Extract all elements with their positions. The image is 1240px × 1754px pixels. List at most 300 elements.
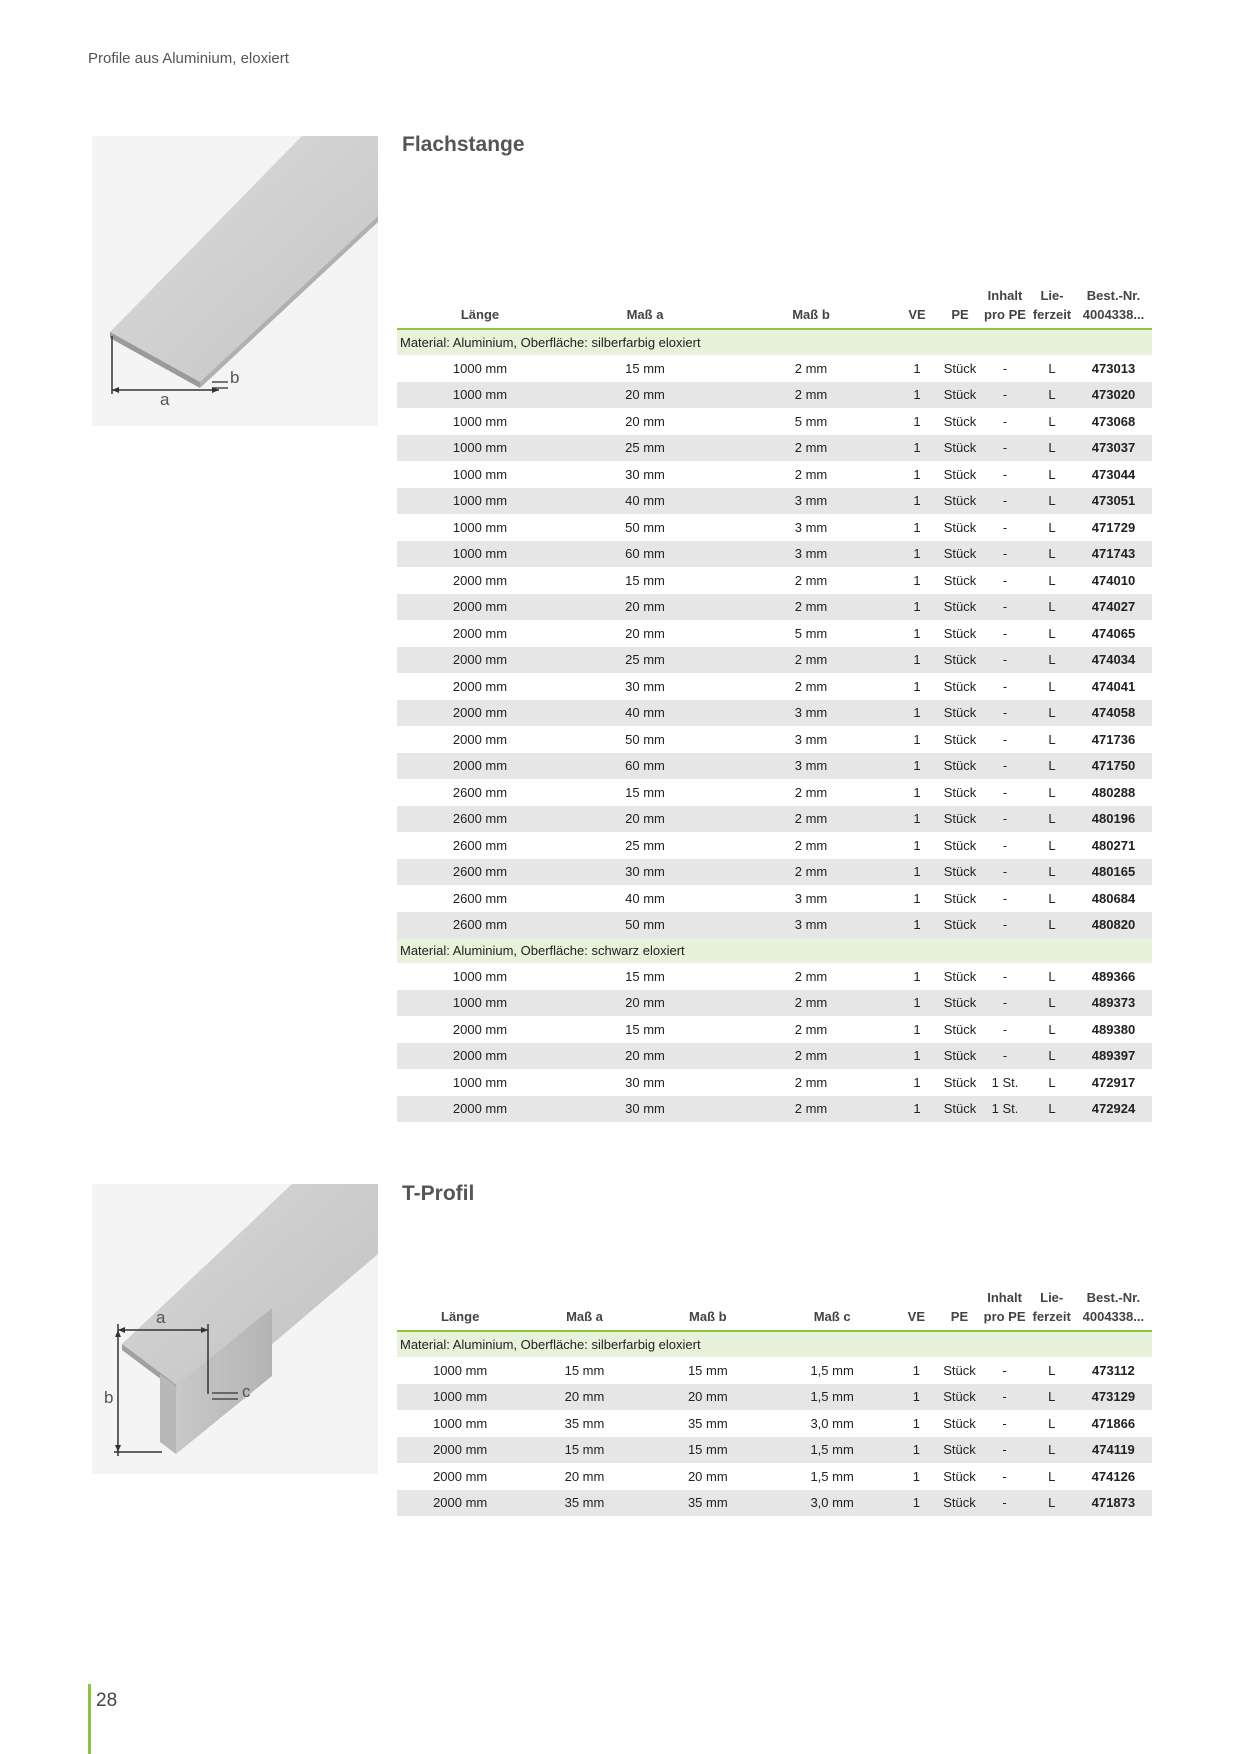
table-cell: 1 (895, 1043, 939, 1070)
header-line: Lie- (1040, 288, 1064, 303)
table-row (397, 859, 1152, 886)
table-cell: 2000 mm (397, 647, 563, 674)
col-header-laenge: Länge (397, 286, 563, 329)
table-cell: 15 mm (646, 1437, 770, 1464)
table-cell: 472924 (1075, 1096, 1152, 1123)
table-cell: 1,5 mm (770, 1384, 894, 1411)
col-header-inhalt (981, 286, 1029, 329)
table-cell: L (1029, 859, 1075, 886)
table-cell: 473013 (1091, 360, 1136, 376)
table-cell: 2000 mm (452, 625, 508, 641)
table-cell: 1 (913, 413, 921, 429)
table-cell: 50 mm (625, 731, 665, 747)
table-cell: 2 mm (794, 1074, 828, 1090)
table-cell: 5 mm (794, 413, 828, 429)
table-cell: 50 mm (625, 519, 665, 535)
table-cell: 20 mm (625, 413, 665, 429)
dimension-label-a: a (156, 1308, 166, 1327)
table-cell: 35 mm (687, 1415, 728, 1431)
section-title: T-Profil (402, 1182, 475, 1205)
table-cell: Stück (939, 912, 981, 939)
col-header-mass-a: Maß a (523, 1288, 645, 1331)
header-line: Inhalt (987, 1290, 1022, 1305)
table-cell: 30 mm (625, 466, 665, 482)
table-row (397, 753, 1152, 780)
table-cell: 3 mm (727, 753, 895, 780)
table-cell: 2000 mm (452, 1021, 508, 1037)
dimension-label-b: b (230, 368, 240, 387)
table-cell: 3 mm (727, 912, 895, 939)
table-cell: - (981, 647, 1029, 674)
col-header-laenge: Länge (397, 1288, 523, 1331)
table-row (397, 779, 1152, 806)
table-cell: 1 (895, 990, 939, 1017)
table-cell: L (1029, 1096, 1075, 1123)
tprofil-table (397, 1288, 1152, 1516)
table-cell: L (1048, 678, 1056, 694)
table-cell: 474034 (1075, 647, 1152, 674)
table-cell: 480684 (1091, 890, 1136, 906)
table-cell: 1000 mm (452, 968, 508, 984)
table-cell: 2000 mm (452, 572, 508, 588)
table-cell: 2 mm (727, 1096, 895, 1123)
table-cell: 1 (895, 806, 939, 833)
table-cell: - (981, 700, 1029, 727)
material-group-row (397, 329, 1152, 355)
table-cell: L (1048, 360, 1056, 376)
table-cell: 2 mm (727, 990, 895, 1017)
table-cell: 25 mm (563, 435, 727, 462)
table-cell: 474041 (1091, 678, 1136, 694)
table-cell: - (981, 806, 1029, 833)
table-cell: L (1048, 1074, 1056, 1090)
table-cell: 1 (913, 572, 921, 588)
table-cell: 15 mm (625, 1021, 665, 1037)
table-cell: 30 mm (563, 859, 727, 886)
table-cell: 489373 (1075, 990, 1152, 1017)
table-cell: 1 (912, 1468, 920, 1484)
table-header-row (397, 286, 1152, 329)
table-cell: L (1029, 382, 1075, 409)
table-cell: Stück (939, 594, 981, 621)
table-cell: 471866 (1091, 1415, 1136, 1431)
table-cell: 1 (912, 1362, 920, 1378)
table-cell: Stück (943, 466, 977, 482)
table-cell: 1000 mm (452, 1074, 508, 1090)
col-header-ve: VE (895, 286, 939, 329)
table-cell: 40 mm (563, 700, 727, 727)
table-cell: 1 (895, 912, 939, 939)
table-cell: - (981, 1043, 1029, 1070)
table-row (397, 832, 1152, 859)
table-cell: L (1029, 912, 1075, 939)
table-cell: 471873 (1075, 1490, 1152, 1517)
table-cell: Stück (939, 382, 981, 409)
table-cell: 1 (894, 1490, 938, 1517)
dimension-label-c: c (242, 1382, 251, 1401)
table-cell: 3,0 mm (810, 1415, 854, 1431)
table-cell: 30 mm (625, 1074, 665, 1090)
table-cell: 1 (913, 466, 921, 482)
table-cell: L (1048, 1021, 1056, 1037)
table-cell: 1 (895, 1096, 939, 1123)
table-row (397, 726, 1152, 753)
table-cell: - (1002, 466, 1008, 482)
table-cell: 15 mm (625, 784, 665, 800)
table-cell: 1 (913, 1021, 921, 1037)
table-cell: 1000 mm (397, 1384, 523, 1411)
table-row (397, 620, 1152, 647)
table-cell: 1 (895, 859, 939, 886)
table-cell: Stück (938, 1437, 980, 1464)
table-row (397, 912, 1152, 939)
table-cell: - (1002, 1415, 1007, 1431)
table-cell: 2000 mm (397, 594, 563, 621)
table-cell: Stück (939, 806, 981, 833)
table-cell: - (1002, 968, 1008, 984)
table-cell: L (1029, 1384, 1075, 1411)
table-cell: 2 mm (794, 466, 828, 482)
table-cell: 2 mm (727, 859, 895, 886)
table-cell: 473044 (1091, 466, 1136, 482)
table-cell: 3 mm (727, 700, 895, 727)
table-cell: 1 (894, 1384, 938, 1411)
table-cell: 474119 (1075, 1437, 1152, 1464)
table-cell: 60 mm (563, 541, 727, 568)
table-cell: 3 mm (727, 541, 895, 568)
table-cell: Stück (943, 625, 977, 641)
table-cell: Stück (943, 519, 977, 535)
table-cell: 1000 mm (397, 435, 563, 462)
col-header-bestnr (1075, 1288, 1152, 1331)
table-cell: 1000 mm (452, 519, 508, 535)
running-head: Profile aus Aluminium, eloxiert (88, 50, 289, 67)
table-cell: L (1029, 435, 1075, 462)
table-cell: Stück (939, 435, 981, 462)
table-cell: - (981, 594, 1029, 621)
table-cell: 1 (913, 784, 921, 800)
table-cell: 15 mm (523, 1437, 645, 1464)
table-cell: 1000 mm (397, 382, 563, 409)
table-cell: Stück (943, 731, 977, 747)
table-cell: 474065 (1091, 625, 1136, 641)
table-row (397, 594, 1152, 621)
table-cell: 480288 (1091, 784, 1136, 800)
table-cell: 20 mm (687, 1468, 728, 1484)
table-cell: - (981, 859, 1029, 886)
table-cell: L (1029, 806, 1075, 833)
col-header-inhalt (981, 1288, 1029, 1331)
table-cell: Stück (943, 1074, 977, 1090)
table-row (397, 963, 1152, 990)
table-cell: L (1048, 968, 1056, 984)
table-cell: - (981, 541, 1029, 568)
table-row (397, 673, 1152, 700)
table-header-row (397, 1288, 1152, 1331)
table-row (397, 1490, 1152, 1517)
table-cell: 15 mm (625, 968, 665, 984)
table-cell: 2000 mm (397, 1490, 523, 1517)
table-cell: 3 mm (727, 488, 895, 515)
table-cell: Stück (943, 784, 977, 800)
material-group-row (397, 938, 1152, 963)
table-cell: - (1002, 572, 1008, 588)
table-cell: 2600 mm (452, 784, 508, 800)
table-cell: 1 (895, 594, 939, 621)
table-cell: 2 mm (794, 837, 828, 853)
flachstange-table-body (397, 329, 1152, 1122)
table-row (397, 647, 1152, 674)
table-cell: Stück (943, 1415, 976, 1431)
table-cell: Stück (939, 488, 981, 515)
table-cell: 35 mm (564, 1415, 605, 1431)
flachstange-table (397, 286, 1152, 1122)
table-cell: 2600 mm (452, 890, 508, 906)
table-cell: 2000 mm (452, 731, 508, 747)
page-number-accent-bar (88, 1684, 91, 1754)
table-cell: - (1002, 1362, 1007, 1378)
table-cell: 5 mm (794, 625, 828, 641)
table-cell: 473112 (1092, 1362, 1135, 1378)
table-cell: Stück (939, 859, 981, 886)
header-line: pro PE (983, 1309, 1026, 1324)
table-cell: 1000 mm (452, 360, 508, 376)
table-row (397, 1437, 1152, 1464)
table-cell: 20 mm (625, 625, 665, 641)
table-cell: 480820 (1075, 912, 1152, 939)
table-cell: 3,0 mm (770, 1490, 894, 1517)
table-cell: 1 (912, 1415, 920, 1431)
table-cell: 473068 (1091, 413, 1136, 429)
table-cell: L (1029, 1490, 1075, 1517)
table-cell: 1000 mm (452, 413, 508, 429)
table-cell: - (1002, 413, 1008, 429)
table-cell: Stück (943, 890, 977, 906)
table-cell: 2000 mm (397, 1043, 563, 1070)
table-cell: 1 (913, 625, 921, 641)
table-cell: 25 mm (563, 647, 727, 674)
table-cell: 1,5 mm (810, 1468, 854, 1484)
table-cell: 30 mm (625, 678, 665, 694)
table-cell: - (981, 1384, 1029, 1411)
table-cell: 480196 (1075, 806, 1152, 833)
material-label: Material: Aluminium, Oberfläche: silberfarbig eloxiert (397, 1331, 1152, 1357)
table-cell: - (1002, 837, 1008, 853)
header-line: Lie- (1040, 1290, 1064, 1305)
table-row (397, 1384, 1152, 1411)
table-cell: 1 (895, 700, 939, 727)
table-cell: 1 (895, 382, 939, 409)
table-cell: 473020 (1075, 382, 1152, 409)
table-cell: 471729 (1091, 519, 1136, 535)
table-cell: Stück (943, 837, 977, 853)
table-cell: 3 mm (794, 519, 828, 535)
table-cell: L (1048, 731, 1056, 747)
table-cell: Stück (943, 1468, 976, 1484)
table-cell: 1 (913, 890, 921, 906)
table-cell: 1 (895, 541, 939, 568)
table-cell: 2000 mm (397, 700, 563, 727)
col-header-mass-a: Maß a (563, 286, 727, 329)
table-cell: 2 mm (727, 382, 895, 409)
table-cell: 1 (913, 678, 921, 694)
col-header-mass-b: Maß b (646, 1288, 770, 1331)
material-label: Material: Aluminium, Oberfläche: silberfarbig eloxiert (397, 329, 1152, 355)
table-cell: L (1048, 1468, 1056, 1484)
table-cell: L (1029, 1437, 1075, 1464)
table-cell: Stück (943, 968, 977, 984)
table-cell: L (1029, 700, 1075, 727)
table-cell: L (1048, 784, 1056, 800)
table-cell: 1 (895, 488, 939, 515)
table-cell: L (1048, 572, 1056, 588)
table-cell: L (1048, 1415, 1056, 1431)
table-cell: 1000 mm (397, 488, 563, 515)
table-cell: - (981, 1437, 1029, 1464)
table-row (397, 990, 1152, 1017)
table-cell: 2600 mm (452, 837, 508, 853)
table-cell: 472917 (1091, 1074, 1136, 1090)
header-line: pro PE (984, 307, 1026, 322)
header-line: Best.-Nr. (1086, 288, 1141, 303)
table-cell: 30 mm (563, 1096, 727, 1123)
table-cell: 2000 mm (452, 678, 508, 694)
table-cell: 2 mm (794, 678, 828, 694)
table-cell: 1000 mm (397, 990, 563, 1017)
table-cell: Stück (943, 413, 977, 429)
table-row (397, 408, 1152, 435)
page-number: 28 (96, 1690, 118, 1711)
table-cell: L (1048, 413, 1056, 429)
table-cell: 474058 (1075, 700, 1152, 727)
table-cell: 1 St. (981, 1096, 1029, 1123)
table-cell: 1 (913, 519, 921, 535)
table-cell: 474126 (1091, 1468, 1136, 1484)
table-cell: 2000 mm (433, 1468, 488, 1484)
table-cell: - (981, 912, 1029, 939)
table-cell: 35 mm (646, 1490, 770, 1517)
table-row (397, 1463, 1152, 1490)
table-cell: 2600 mm (397, 806, 563, 833)
table-cell: 60 mm (563, 753, 727, 780)
table-row (397, 382, 1152, 409)
table-cell: - (1002, 784, 1008, 800)
table-cell: 2 mm (727, 435, 895, 462)
flachstange-product-image (92, 136, 378, 426)
table-cell: - (1002, 1468, 1007, 1484)
table-cell: 20 mm (563, 1043, 727, 1070)
table-cell: 1 (895, 647, 939, 674)
table-cell: 15 mm (687, 1362, 728, 1378)
header-line: Best.-Nr. (1086, 1290, 1141, 1305)
table-row (397, 435, 1152, 462)
dimension-label-a: a (160, 390, 170, 409)
table-cell: 20 mm (564, 1468, 605, 1484)
table-cell: 1,5 mm (770, 1437, 894, 1464)
table-cell: 3 mm (794, 731, 828, 747)
col-header-lieferzeit (1029, 1288, 1075, 1331)
table-row (397, 700, 1152, 727)
header-line: ferzeit (1032, 1309, 1071, 1324)
header-line: Inhalt (987, 288, 1023, 303)
table-cell: - (981, 435, 1029, 462)
table-cell: 473051 (1075, 488, 1152, 515)
header-line: ferzeit (1032, 307, 1072, 322)
table-cell: 2000 mm (397, 1096, 563, 1123)
table-cell: Stück (943, 360, 977, 376)
table-cell: L (1029, 753, 1075, 780)
table-cell: L (1048, 519, 1056, 535)
table-cell: 2 mm (727, 647, 895, 674)
table-cell: 1000 mm (433, 1415, 488, 1431)
table-cell: 1000 mm (452, 466, 508, 482)
table-cell: 15 mm (625, 572, 665, 588)
table-cell: 25 mm (625, 837, 665, 853)
table-cell: 489366 (1091, 968, 1136, 984)
table-cell: 480165 (1075, 859, 1152, 886)
table-row (397, 1096, 1152, 1123)
table-cell: L (1029, 541, 1075, 568)
table-cell: 2 mm (794, 968, 828, 984)
table-cell: 2 mm (794, 784, 828, 800)
table-row (397, 541, 1152, 568)
tprofil-table-body (397, 1331, 1152, 1516)
table-cell: 1 (913, 837, 921, 853)
table-row (397, 355, 1152, 382)
table-cell: Stück (938, 1490, 980, 1517)
table-row (397, 1069, 1152, 1096)
table-cell: 2 mm (794, 360, 828, 376)
table-cell: Stück (943, 678, 977, 694)
table-cell: L (1048, 890, 1056, 906)
table-row (397, 806, 1152, 833)
table-cell: 489380 (1091, 1021, 1136, 1037)
col-header-bestnr (1075, 286, 1152, 329)
table-cell: 2000 mm (397, 753, 563, 780)
table-cell: 20 mm (563, 806, 727, 833)
table-cell: 20 mm (563, 382, 727, 409)
table-cell: 473129 (1075, 1384, 1152, 1411)
table-cell: 2600 mm (397, 859, 563, 886)
table-row (397, 567, 1152, 594)
dimension-label-b: b (104, 1388, 114, 1407)
table-cell: 20 mm (563, 990, 727, 1017)
table-cell: 2 mm (727, 806, 895, 833)
table-cell: 1 (913, 731, 921, 747)
table-cell: 1000 mm (433, 1362, 488, 1378)
table-cell: 1,5 mm (810, 1362, 854, 1378)
table-cell: - (981, 382, 1029, 409)
table-row (397, 1410, 1152, 1437)
table-cell: L (1029, 1043, 1075, 1070)
table-cell: 2 mm (727, 1043, 895, 1070)
header-line: 4004338... (1082, 307, 1145, 322)
material-group-row (397, 1331, 1152, 1357)
table-cell: - (1002, 360, 1008, 376)
table-cell: 2000 mm (397, 1437, 523, 1464)
table-cell: 40 mm (625, 890, 665, 906)
table-cell: 471736 (1091, 731, 1136, 747)
table-cell: 2 mm (727, 594, 895, 621)
table-cell: - (1002, 1021, 1008, 1037)
col-header-mass-b: Maß b (727, 286, 895, 329)
table-cell: - (981, 990, 1029, 1017)
table-cell: - (1002, 731, 1008, 747)
table-cell: 2 mm (794, 572, 828, 588)
table-cell: L (1029, 488, 1075, 515)
table-cell: 1 (913, 968, 921, 984)
table-cell: Stück (939, 700, 981, 727)
